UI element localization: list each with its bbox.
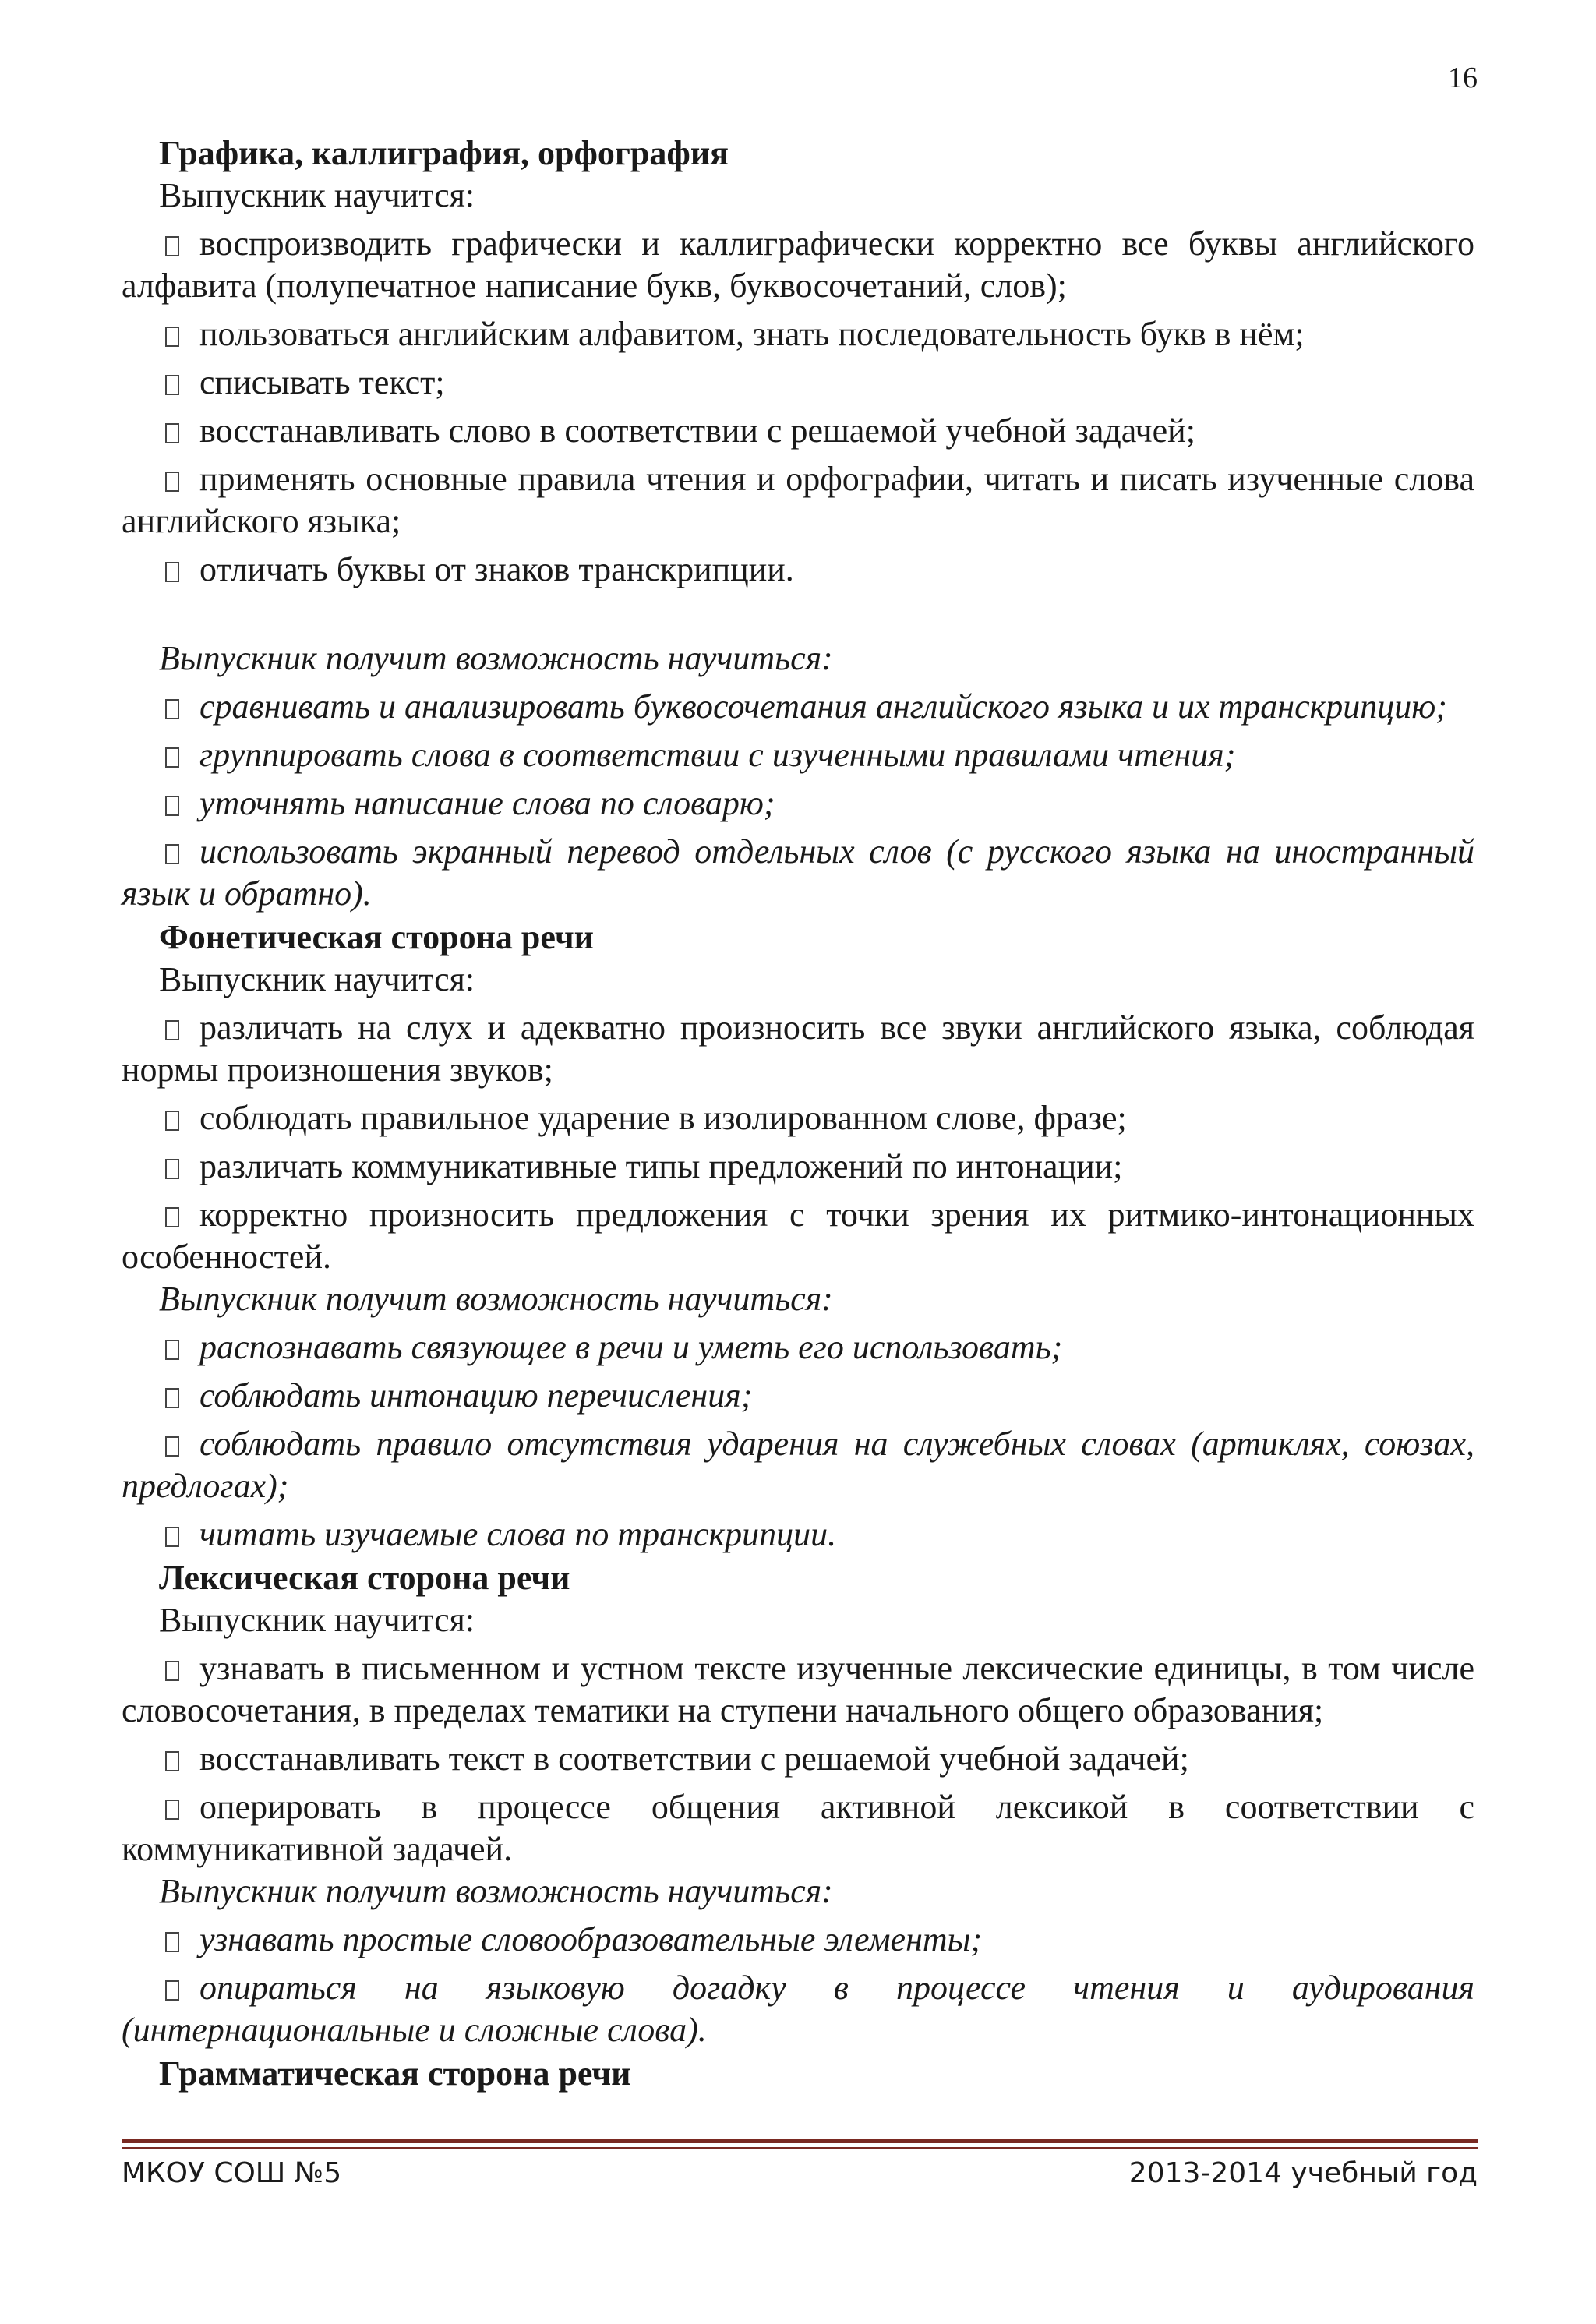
bullet-box-icon — [165, 1020, 179, 1040]
list-item: сравнивать и анализировать буквосочетания английского языка и их транскрипцию; — [122, 686, 1474, 728]
list-item: узнавать простые словообразовательные элементы; — [122, 1919, 1474, 1961]
bullet-box-icon — [165, 1340, 179, 1360]
bullet-box-icon — [165, 1751, 179, 1771]
list-item: уточнять написание слова по словарю; — [122, 782, 1474, 825]
bullet-box-icon — [165, 375, 179, 395]
section-heading: Графика, каллиграфия, орфография — [159, 134, 729, 172]
learns-label: Выпускник научится: — [159, 1601, 475, 1639]
bullet-box-icon — [165, 747, 179, 768]
bullet-box-icon — [165, 796, 179, 816]
list-item: восстанавливать слово в соответствии с решаемой учебной задачей; — [122, 410, 1474, 452]
bullet-box-icon — [165, 236, 179, 256]
section-heading: Лексическая сторона речи — [159, 1559, 570, 1597]
bullet-box-icon — [165, 472, 179, 492]
bullet-box-icon — [165, 423, 179, 443]
bullet-box-icon — [165, 1111, 179, 1131]
document-body — [122, 131, 1474, 2095]
list-item: оперировать в процессе общения активной лексикой в соответствии с коммуникативной задачей. — [122, 1788, 1474, 1868]
list-item: узнавать в письменном и устном тексте изученные лексические единицы, в том числе словосочетания, в пределах тематики на ступени начального общего образования; — [122, 1649, 1474, 1729]
bullet-box-icon — [165, 1388, 179, 1408]
bullet-box-icon — [165, 1932, 179, 1952]
section-heading: Грамматическая сторона речи — [159, 2054, 631, 2093]
list-item: группировать слова в соответствии с изученными правилами чтения; — [122, 734, 1474, 776]
list-item: распознавать связующее в речи и уметь его использовать; — [122, 1326, 1474, 1369]
bullet-box-icon — [165, 699, 179, 719]
list-item: отличать буквы от знаков транскрипции. — [122, 549, 1474, 591]
list-item: различать коммуникативные типы предложений по интонации; — [122, 1146, 1474, 1188]
bullet-box-icon — [165, 562, 179, 582]
learns-label: Выпускник научится: — [159, 960, 475, 998]
section-heading: Фонетическая сторона речи — [159, 918, 594, 956]
footer-rule-thick — [122, 2139, 1478, 2143]
list-item: соблюдать правило отсутствия ударения на служебных словах (артиклях, союзах, предлогах); — [122, 1425, 1474, 1505]
opportunity-label: Выпускник получит возможность научиться: — [159, 1280, 833, 1318]
bullet-box-icon — [165, 1207, 179, 1227]
bullet-box-icon — [165, 327, 179, 347]
list-item: применять основные правила чтения и орфографии, читать и писать изученные слова английского языка; — [122, 460, 1474, 540]
bullet-box-icon — [165, 1527, 179, 1547]
list-item: опираться на языковую догадку в процессе чтения и аудирования (интернациональные и сложные слова). — [122, 1969, 1474, 2049]
learns-label: Выпускник научится: — [159, 176, 475, 214]
bullet-box-icon — [165, 1661, 179, 1681]
page-number: 16 — [1448, 62, 1478, 94]
list-item: читать изучаемые слова по транскрипции. — [122, 1513, 1474, 1556]
list-item: различать на слух и адекватно произносить все звуки английского языка, соблюдая нормы произношения звуков; — [122, 1008, 1474, 1089]
footer-rule-thin — [122, 2147, 1478, 2149]
bullet-box-icon — [165, 1436, 179, 1457]
list-item: воспроизводить графически и каллиграфически корректно все буквы английского алфавита (полупечатное написание букв, буквосочетаний, слов); — [122, 224, 1474, 305]
list-item: пользоваться английским алфавитом, знать последовательность букв в нём; — [122, 313, 1474, 355]
list-item: списывать текст; — [122, 362, 1474, 404]
footer — [122, 2157, 1478, 2189]
bullet-box-icon — [165, 844, 179, 864]
footer-school: МКОУ СОШ №5 — [122, 2157, 342, 2189]
list-item: использовать экранный перевод отдельных слов (с русского языка на иностранный язык и обратно). — [122, 832, 1474, 913]
opportunity-label: Выпускник получит возможность научиться: — [159, 1872, 833, 1910]
list-item: корректно произносить предложения с точки зрения их ритмико-интонационных особенностей. — [122, 1196, 1474, 1276]
bullet-box-icon — [165, 1800, 179, 1820]
list-item: соблюдать правильное ударение в изолированном слове, фразе; — [122, 1097, 1474, 1139]
bullet-box-icon — [165, 1980, 179, 2001]
bullet-box-icon — [165, 1159, 179, 1179]
footer-year: 2013-2014 учебный год — [1128, 2157, 1478, 2189]
list-item: восстанавливать текст в соответствии с решаемой учебной задачей; — [122, 1738, 1474, 1780]
opportunity-label: Выпускник получит возможность научиться: — [159, 639, 833, 677]
list-item: соблюдать интонацию перечисления; — [122, 1375, 1474, 1417]
